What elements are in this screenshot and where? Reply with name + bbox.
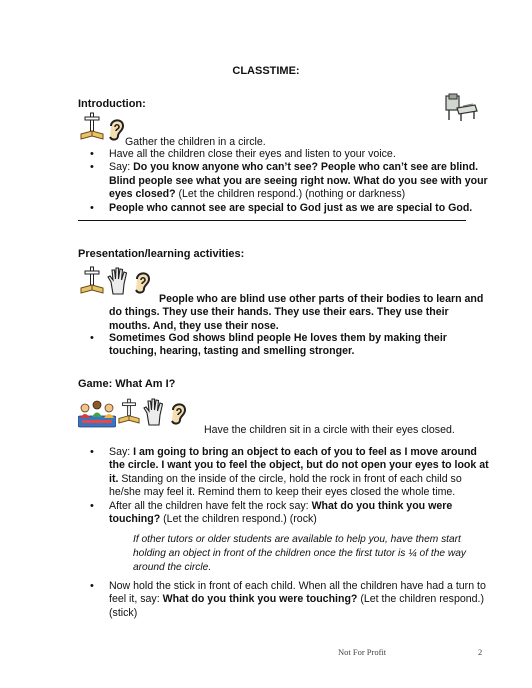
classroom-chair-icon xyxy=(443,92,479,122)
section-divider xyxy=(78,220,466,221)
tutor-note: If other tutors or older students are available to help you, have them start holding an object in front of the children once the first tutor is ¼ of the way around the circle. xyxy=(133,534,466,573)
game-icon-row xyxy=(78,396,188,428)
ear-icon xyxy=(168,398,188,428)
body-text: (Let the children respond.) (nothing or darkness) xyxy=(175,188,406,201)
hand-icon xyxy=(106,266,130,296)
presentation-icon-row xyxy=(80,266,152,296)
cross-bible-icon xyxy=(118,396,140,428)
body-text: Now hold the stick in front of each child. When all the children have had a turn to feel it, say: xyxy=(109,580,486,606)
presentation-lead: People who are blind use other parts of their bodies to learn and do things. They use their hands. They use their ears. They use their mouths. And, they use their nose. xyxy=(109,293,484,332)
list-item xyxy=(78,202,493,215)
bold-text: What do you think you were touching? xyxy=(109,499,453,526)
list-item xyxy=(78,446,493,500)
game-lead: Have the children sit in a circle with their eyes closed. xyxy=(204,424,455,436)
page-title: CLASSTIME: xyxy=(232,65,300,77)
bold-text: Do you know anyone who can’t see? People who can’t see are blind. Blind people see what you are seeing right now. What do you see with your eyes closed? xyxy=(109,161,488,201)
game-bullet-list-2 xyxy=(78,580,493,620)
bold-text: What do you think you were touching? xyxy=(162,593,358,606)
presentation-bullet-list xyxy=(78,332,493,359)
game-bullet-list xyxy=(78,446,493,526)
body-text: After all the children have felt the rock say: xyxy=(109,499,312,512)
intro-bullet-list xyxy=(78,148,493,215)
hand-icon xyxy=(142,396,166,428)
page-number: 2 xyxy=(478,647,483,657)
ear-icon xyxy=(106,116,126,142)
cross-bible-icon xyxy=(80,112,104,142)
list-item xyxy=(78,500,493,527)
children-icon xyxy=(78,396,116,428)
game-heading: Game: What Am I? xyxy=(78,378,176,390)
list-item xyxy=(78,580,493,620)
ear-icon xyxy=(132,268,152,296)
bold-text: People who cannot see are special to God just as we are special to God. xyxy=(109,201,473,214)
footer-text: Not For Profit xyxy=(338,647,387,657)
body-text: (Let the children respond.) (rock) xyxy=(160,513,317,526)
list-item xyxy=(78,332,493,359)
introduction-heading: Introduction: xyxy=(78,98,146,110)
body-text: Say: xyxy=(109,446,134,458)
body-text: Say: xyxy=(109,161,134,174)
body-text: (Let the children respond.) (stick) xyxy=(109,593,485,619)
intro-icon-row xyxy=(80,112,126,142)
intro-lead: Gather the children in a circle. xyxy=(125,136,266,148)
body-text: Have all the children close their eyes and listen to your voice. xyxy=(109,148,396,160)
bold-text: Sometimes God shows blind people He loves them by making their touching, hearing, tasting and smelling stronger. xyxy=(109,332,447,358)
list-item xyxy=(78,161,493,201)
cross-bible-icon xyxy=(80,266,104,296)
bold-text: I am going to bring an object to each of you to feel as I move around the circle. I want you to feel the object, but do not open your eyes to look at it. xyxy=(109,446,489,485)
body-text: Standing on the inside of the circle, hold the rock in front of each child so he/she may feel it. Remind them to keep their eyes closed the whole time. xyxy=(109,472,462,499)
presentation-heading: Presentation/learning activities: xyxy=(78,248,245,260)
list-item xyxy=(78,148,493,161)
